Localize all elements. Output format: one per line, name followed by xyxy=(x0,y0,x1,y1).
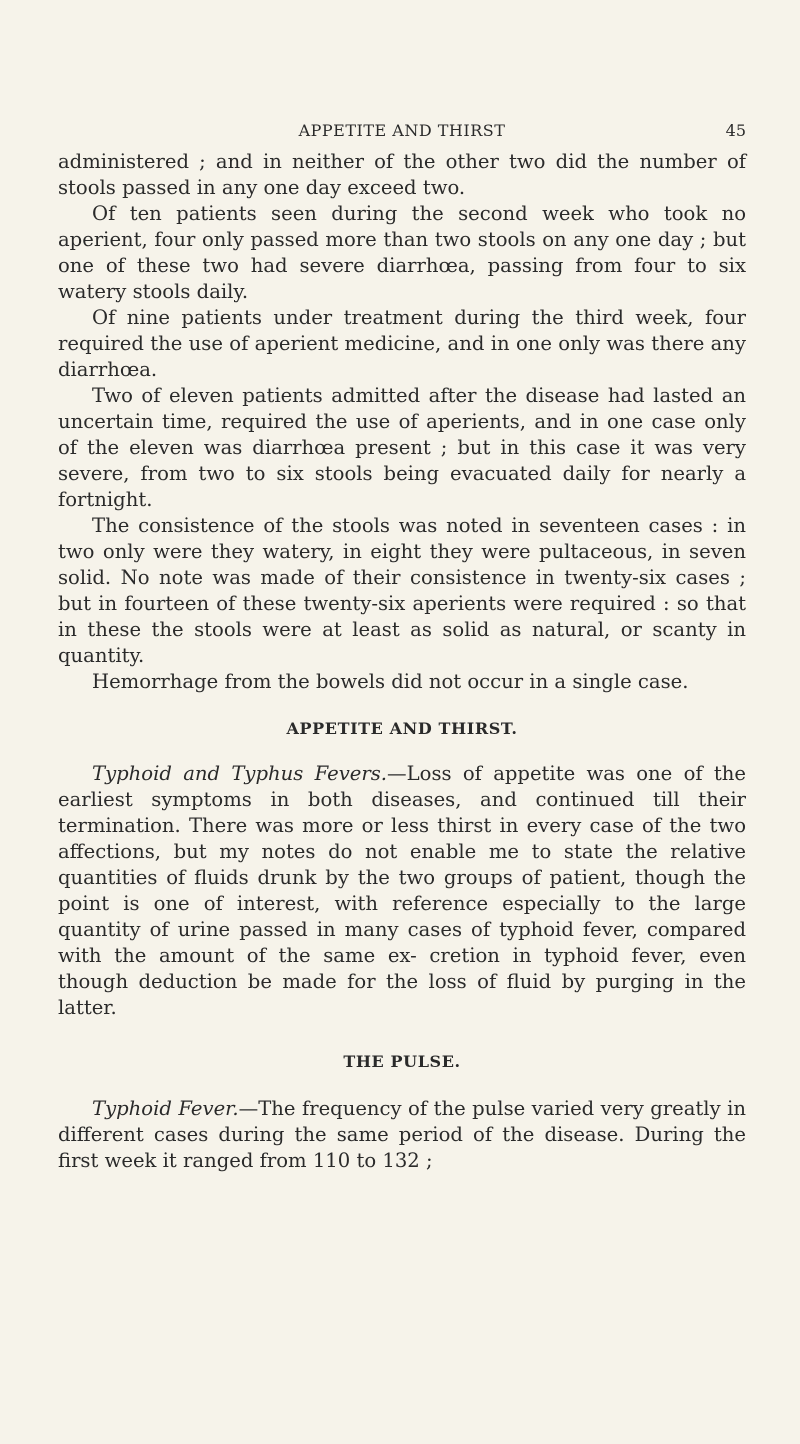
body-text xyxy=(58,149,746,1174)
paragraph-consistence: The consistence of the stools was noted in seventeen cases : in two only were they watery, in eight they were pultaceous, in seven solid. No note was made of their consistence in twenty-six cases ; but in fourteen of these twenty-six aperients were required : so that in these the stools were at least as solid as natural, or scanty in quantity. xyxy=(58,514,746,667)
paragraph-second-week: Of ten patients seen during the second week who took no aperient, four only passed more than two stools on any one day ; but one of these two had severe diarrhœa, passing from four to six watery stools daily. xyxy=(58,202,746,303)
paragraph-pulse xyxy=(58,1096,746,1174)
page-number: 45 xyxy=(725,121,746,140)
paragraph-hemorrhage: Hemorrhage from the bowels did not occur in a single case. xyxy=(92,670,689,693)
run-in-heading-appetite: Typhoid and Typhus Fevers. xyxy=(92,762,388,785)
run-in-heading-pulse: Typhoid Fever. xyxy=(92,1097,239,1120)
paragraph-appetite xyxy=(58,761,746,1021)
running-head xyxy=(58,121,746,145)
paragraph-third-week: Of nine patients under treatment during the third week, four required the use of aperient medicine, and in one only was there any diarrhœa. xyxy=(58,306,746,381)
paragraph-pulse-text: —The frequency of the pulse varied very greatly in different cases during the same period of the disease. During the first week it ranged from 110 to 132 ; xyxy=(58,1097,746,1172)
paragraph-uncertain-time: Two of eleven patients admitted after the disease had lasted an uncertain time, required the use of aperients, and in one case only of the eleven was diarrhœa present ; but in this case it was very severe, from two to six stools being evacuated daily for nearly a fortnight. xyxy=(58,384,746,511)
running-title: APPETITE AND THIRST xyxy=(298,121,506,140)
paragraph-appetite-text: —Loss of appetite was one of the earliest symptoms in both diseases, and continued till their termination. There was more or less thirst in every case of the two affections, but my notes do not enable me to state the relative quantities of fluids drunk by the two groups of patient, though the point is one of interest, with reference especially to the large quantity of urine passed in many cases of typhoid fever, compared with the amount of the same ex- cretion in typhoid fever, even though deduction be made for the loss of fluid by purging in the latter. xyxy=(58,762,747,1019)
section-heading-pulse: THE PULSE. xyxy=(343,1052,461,1071)
paragraph-continued: administered ; and in neither of the other two did the number of stools passed in any one day exceed two. xyxy=(58,150,746,199)
section-heading-appetite: APPETITE AND THIRST. xyxy=(286,719,518,738)
